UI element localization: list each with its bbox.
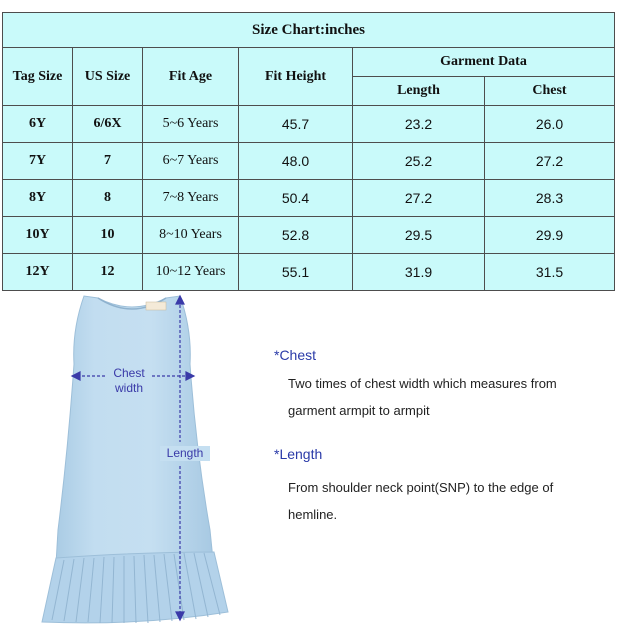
chest-width-label: Chest width xyxy=(113,366,145,395)
dress-image xyxy=(0,290,260,626)
cell-tag: 8Y xyxy=(3,180,73,217)
chest-note-heading: *Chest xyxy=(274,347,317,363)
header-chest: Chest xyxy=(485,77,615,106)
chart-title: Size Chart:inches xyxy=(3,13,615,48)
header-length: Length xyxy=(353,77,485,106)
cell-age: 5~6 Years xyxy=(143,106,239,143)
cell-age: 8~10 Years xyxy=(143,217,239,254)
length-note-text: From shoulder neck point(SNP) to the edge of hemline. xyxy=(288,480,554,522)
cell-age: 10~12 Years xyxy=(143,254,239,291)
cell-height: 55.1 xyxy=(239,254,353,291)
length-note-heading: *Length xyxy=(274,446,323,462)
cell-chest: 29.9 xyxy=(485,217,615,254)
cell-tag: 12Y xyxy=(3,254,73,291)
table-row xyxy=(3,254,615,291)
header-garment-data: Garment Data xyxy=(353,48,615,77)
cell-chest: 26.0 xyxy=(485,106,615,143)
cell-tag: 7Y xyxy=(3,143,73,180)
cell-height: 45.7 xyxy=(239,106,353,143)
cell-length: 25.2 xyxy=(353,143,485,180)
chest-note-text: Two times of chest width which measures from garment armpit to armpit xyxy=(288,376,557,418)
cell-length: 23.2 xyxy=(353,106,485,143)
header-us-size: US Size xyxy=(73,48,143,106)
cell-us: 12 xyxy=(73,254,143,291)
cell-us: 8 xyxy=(73,180,143,217)
cell-length: 29.5 xyxy=(353,217,485,254)
dress-illustration xyxy=(0,290,260,626)
cell-us: 7 xyxy=(73,143,143,180)
table-row xyxy=(3,106,615,143)
cell-chest: 27.2 xyxy=(485,143,615,180)
cell-height: 52.8 xyxy=(239,217,353,254)
table-row xyxy=(3,143,615,180)
table-row xyxy=(3,180,615,217)
header-fit-age: Fit Age xyxy=(143,48,239,106)
cell-tag: 6Y xyxy=(3,106,73,143)
cell-age: 6~7 Years xyxy=(143,143,239,180)
header-tag-size: Tag Size xyxy=(3,48,73,106)
cell-height: 48.0 xyxy=(239,143,353,180)
cell-chest: 28.3 xyxy=(485,180,615,217)
cell-tag: 10Y xyxy=(3,217,73,254)
cell-us: 6/6X xyxy=(73,106,143,143)
cell-length: 31.9 xyxy=(353,254,485,291)
size-chart-table xyxy=(2,12,615,291)
cell-age: 7~8 Years xyxy=(143,180,239,217)
length-label: Length xyxy=(160,446,210,461)
header-fit-height: Fit Height xyxy=(239,48,353,106)
table-row xyxy=(3,217,615,254)
cell-height: 50.4 xyxy=(239,180,353,217)
cell-chest: 31.5 xyxy=(485,254,615,291)
cell-length: 27.2 xyxy=(353,180,485,217)
cell-us: 10 xyxy=(73,217,143,254)
